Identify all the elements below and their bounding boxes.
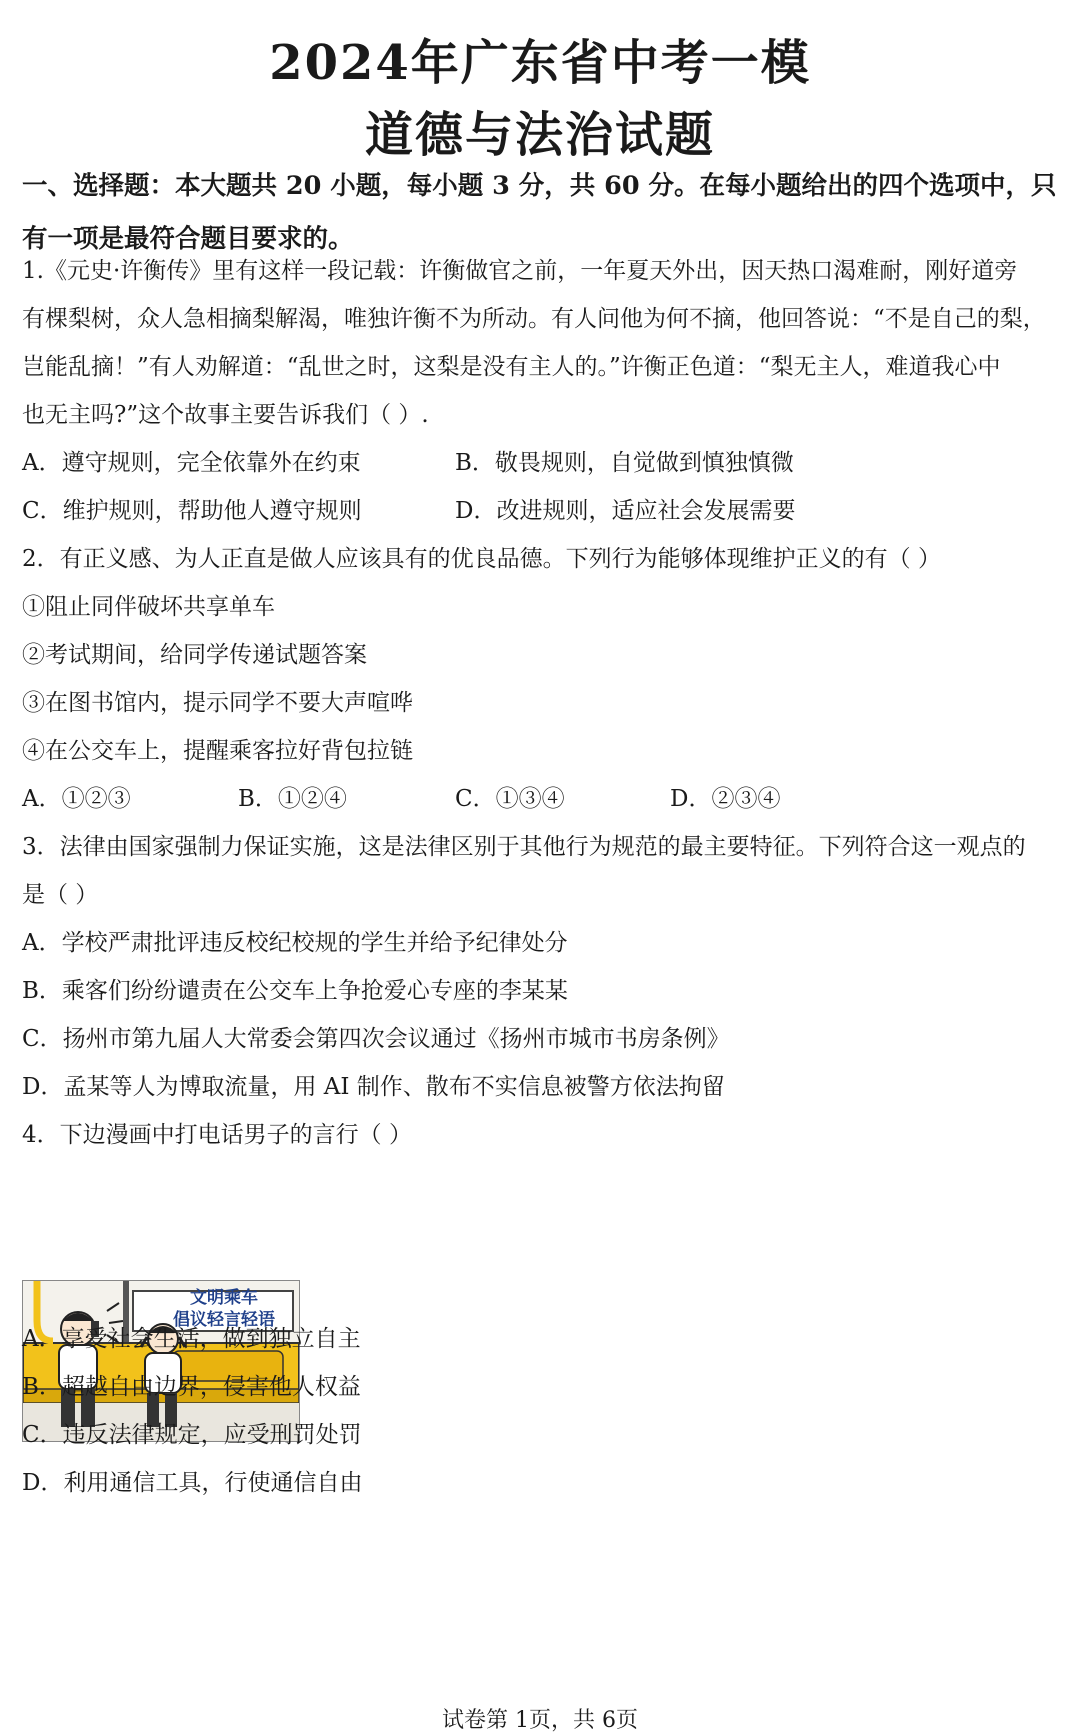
- q1-option-b: B．敬畏规则，自觉做到慎独慎微: [455, 450, 794, 476]
- q3-option-c: C．扬州市第九届人大常委会第四次会议通过《扬州市城市书房条例》: [22, 1026, 730, 1052]
- q4-option-c: C．违反法律规定，应受刑罚处罚: [22, 1422, 362, 1448]
- exam-subtitle: 道德与法治试题: [364, 107, 715, 163]
- q2-item: ①阻止同伴破坏共享单车: [22, 594, 275, 620]
- page-footer: 试卷第 1页，共 6页: [442, 1708, 638, 1733]
- q1-stem-line: 1.《元史·许衡传》里有这样一段记载：许衡做官之前，一年夏天外出，因天热口渴难耐，刚好道旁: [22, 258, 1018, 284]
- q3-stem-line: 3．法律由国家强制力保证实施，这是法律区别于其他行为规范的最主要特征。下列符合这一观点的: [22, 834, 1026, 860]
- q2-item: ④在公交车上，提醒乘客拉好背包拉链: [22, 738, 413, 764]
- q2-option-a: A．①②③: [22, 786, 131, 812]
- q1-option-c: C．维护规则，帮助他人遵守规则: [22, 498, 362, 524]
- q3-option-a: A．学校严肃批评违反校纪校规的学生并给予纪律处分: [22, 930, 568, 956]
- q1-option-d: D．改进规则，适应社会发展需要: [455, 498, 796, 524]
- q4-stem: 4．下边漫画中打电话男子的言行（ ）: [22, 1122, 412, 1148]
- q2-option-b: B．①②④: [238, 786, 347, 812]
- q3-option-d: D．孟某等人为博取流量，用 AI 制作、散布不实信息被警方依法拘留: [22, 1074, 725, 1100]
- q1-option-a: A．遵守规则，完全依靠外在约束: [22, 450, 361, 476]
- q1-stem-line: 有棵梨树，众人急相摘梨解渴，唯独许衡不为所动。有人问他为何不摘，他回答说：“不是自己的梨，: [22, 306, 1046, 332]
- q4-option-b: B．超越自由边界，侵害他人权益: [22, 1374, 361, 1400]
- q4-option-a: A．享受社会生活，做到独立自主: [22, 1326, 361, 1352]
- q1-stem-line: 岂能乱摘！”有人劝解道：“乱世之时，这梨是没有主人的。”许衡正色道：“梨无主人，难道我心中: [22, 354, 1001, 380]
- q2-option-c: C．①③④: [455, 786, 565, 812]
- q2-item: ②考试期间，给同学传递试题答案: [22, 642, 367, 668]
- cartoon-caption-line: 文明乘车: [190, 1288, 258, 1308]
- q4-option-d: D．利用通信工具，行使通信自由: [22, 1470, 363, 1496]
- q2-stem: 2．有正义感、为人正直是做人应该具有的优良品德。下列行为能够体现维护正义的有（ ）: [22, 546, 941, 572]
- exam-title: 2024年广东省中考一模: [269, 35, 811, 91]
- q3-stem-line: 是（ ）: [22, 882, 99, 908]
- cartoon-caption-line: 倡议轻言轻语: [173, 1310, 275, 1330]
- q2-item: ③在图书馆内，提示同学不要大声喧哗: [22, 690, 413, 716]
- q1-stem-line: 也无主吗?”这个故事主要告诉我们（ ）.: [22, 402, 429, 428]
- q2-option-d: D．②③④: [670, 786, 781, 812]
- q3-option-b: B．乘客们纷纷谴责在公交车上争抢爱心专座的李某某: [22, 978, 568, 1004]
- section-header: 一、选择题：本大题共 20 小题，每小题 3 分，共 60 分。在每小题给出的四个选项中，只有一项是最符合题目要求的。: [22, 171, 1057, 254]
